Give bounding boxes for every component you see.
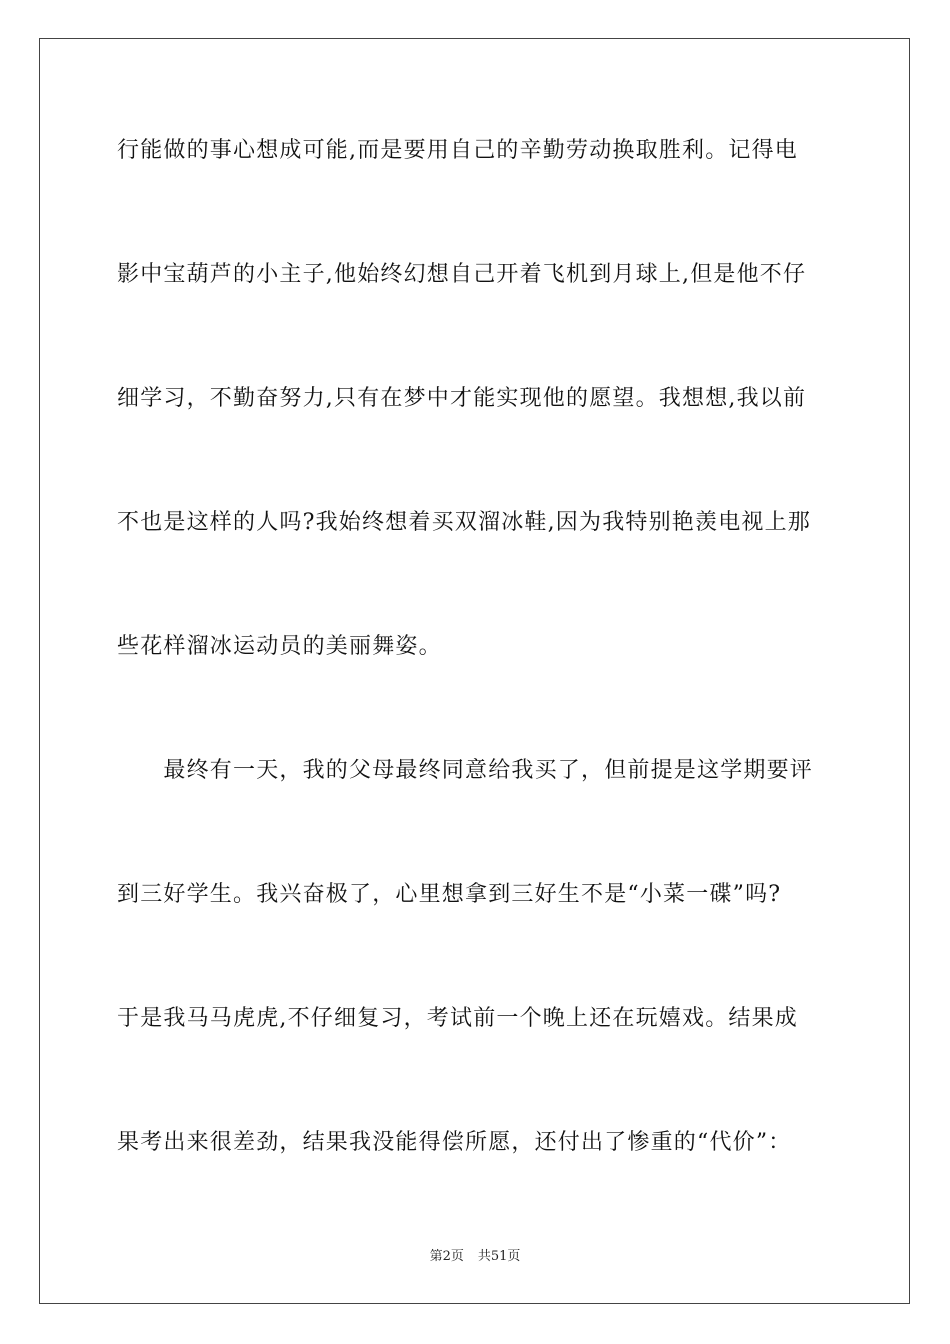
text-line: 些花样溜冰运动员的美丽舞姿。 bbox=[117, 634, 442, 659]
text-line: 行能做的事心想成可能,而是要用自己的辛勤劳动换取胜利。记得电 bbox=[117, 138, 798, 163]
page-number: 第2页 bbox=[429, 1249, 464, 1264]
text-line: 到三好学生。我兴奋极了，心里想拿到三好生不是“小菜一碟”吗? bbox=[117, 882, 782, 907]
page-footer bbox=[0, 1248, 950, 1266]
text-line: 果考出来很差劲，结果我没能得偿所愿，还付出了惨重的“代价”： bbox=[117, 1130, 792, 1155]
page-frame bbox=[39, 38, 910, 1304]
text-line: 影中宝葫芦的小主子,他始终幻想自己开着飞机到月球上,但是他不仔 bbox=[117, 262, 807, 287]
text-line: 于是我马马虎虎,不仔细复习，考试前一个晚上还在玩嬉戏。结果成 bbox=[117, 1006, 798, 1031]
total-pages: 共51页 bbox=[477, 1249, 521, 1264]
text-line: 最终有一天，我的父母最终同意给我买了，但前提是这学期要评 bbox=[117, 758, 814, 783]
text-line: 细学习，不勤奋努力,只有在梦中才能实现他的愿望。我想想,我以前 bbox=[117, 386, 807, 411]
text-line: 不也是这样的人吗?我始终想着买双溜冰鞋,因为我特别艳羡电视上那 bbox=[117, 510, 811, 535]
